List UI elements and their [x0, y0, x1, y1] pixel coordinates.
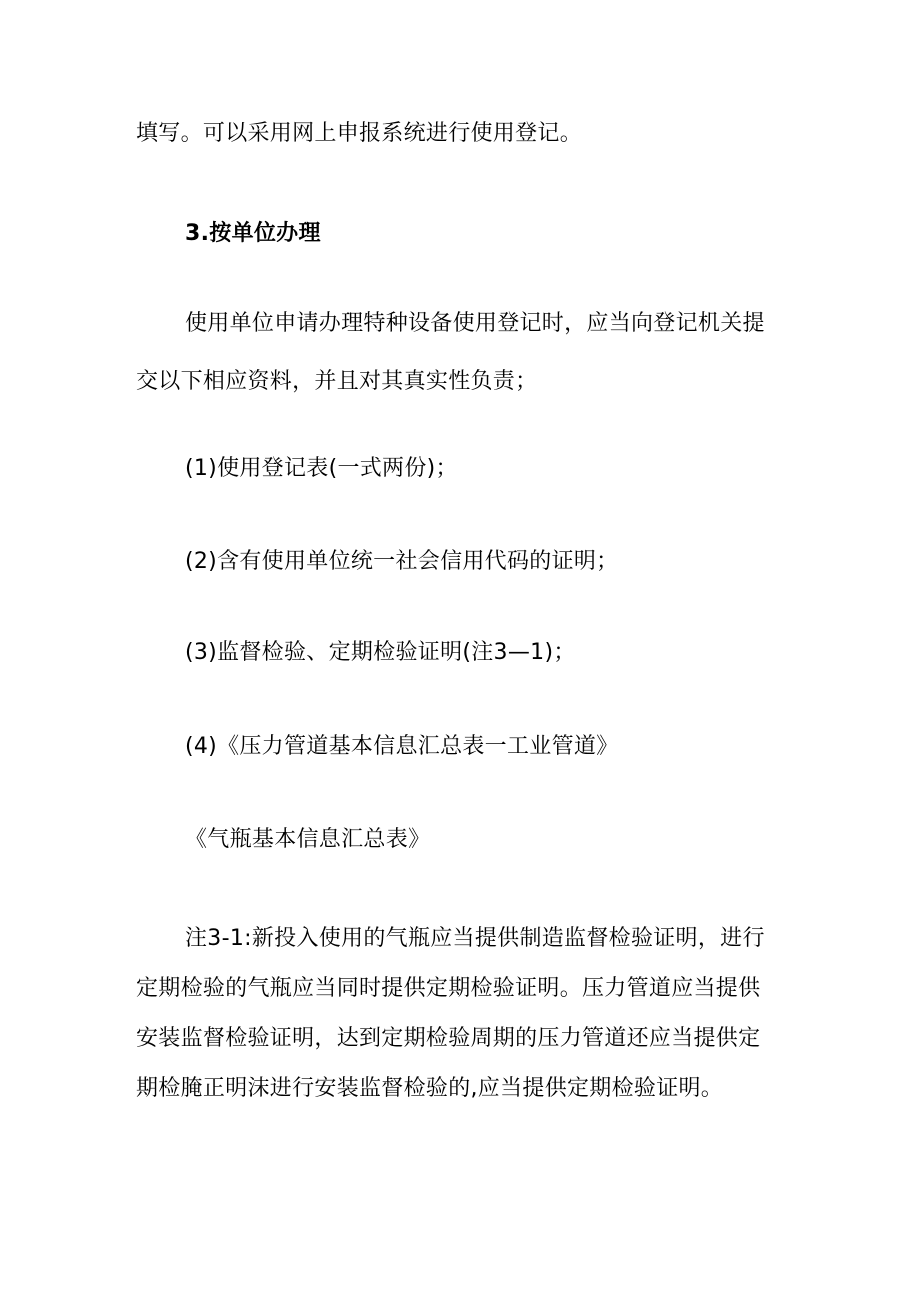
list-item-4-continuation: 《气瓶基本信息汇总表》 — [185, 827, 431, 852]
list-item-3: (3)监督检验、定期检验证明(注3—1)； — [185, 640, 576, 665]
note-line-2: 定期检验的气瓶应当同时提供定期检验证明。压力管道应当提供 — [136, 976, 761, 1001]
paragraph-intro-line-2: 交以下相应资料，并且对其真实性负责； — [136, 369, 538, 394]
paragraph-intro-line-1: 使用单位申请办理特种设备使用登记时，应当向登记机关提 — [185, 311, 765, 336]
section-heading: 3.按单位办理 — [185, 221, 321, 246]
list-item-2: (2)含有使用单位统一社会信用代码的证明； — [185, 549, 619, 574]
list-item-4: (4)《压力管道基本信息汇总表一工业管道》 — [185, 734, 619, 759]
note-line-3: 安装监督检验证明，达到定期检验周期的压力管道还应当提供定 — [136, 1026, 761, 1051]
list-item-1: (1)使用登记表(一式两份)； — [185, 456, 458, 481]
text-line-continuation: 填写。可以采用网上申报系统进行使用登记。 — [136, 121, 583, 146]
note-line-4: 期检腌正明沫进行安装监督检验的,应当提供定期检验证明。 — [136, 1076, 724, 1101]
note-line-1: 注3-1:新投入使用的气瓶应当提供制造监督检验证明，进行 — [185, 926, 765, 951]
